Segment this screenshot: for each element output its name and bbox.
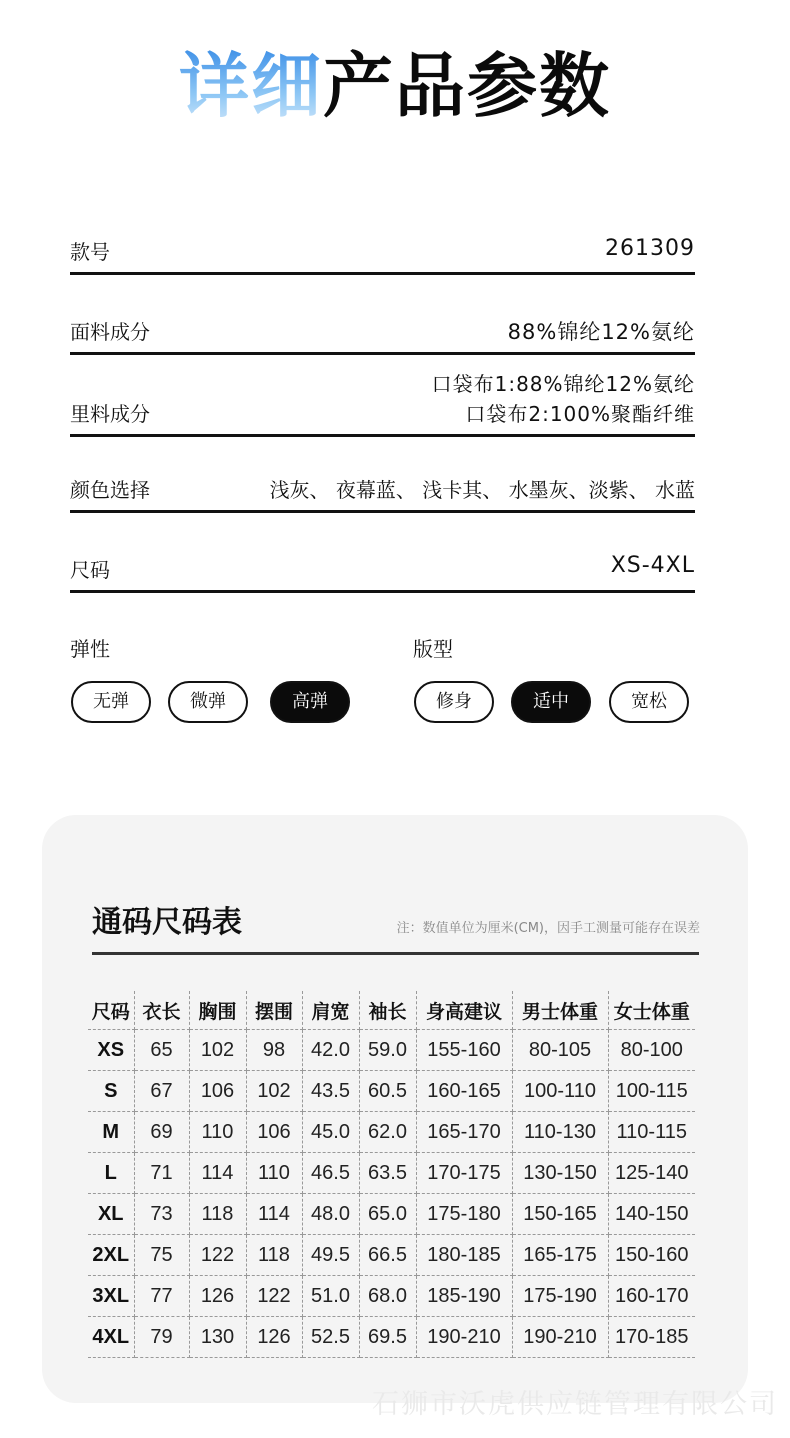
table-row [88,1071,695,1112]
table-cell: 67 [134,1071,189,1112]
table-cell: 43.5 [302,1071,359,1112]
table-row [88,1235,695,1276]
column-header: 胸围 [189,991,246,1030]
table-cell: 180-185 [416,1235,512,1276]
table-cell: 65.0 [359,1194,416,1235]
table-cell: 122 [246,1276,302,1317]
table-cell: 48.0 [302,1194,359,1235]
table-cell: 68.0 [359,1276,416,1317]
table-cell: 110-130 [512,1112,608,1153]
table-cell: 77 [134,1276,189,1317]
table-cell: 126 [246,1317,302,1358]
table-row [88,1276,695,1317]
table-cell: 73 [134,1194,189,1235]
table-cell: 190-210 [416,1317,512,1358]
table-cell: 45.0 [302,1112,359,1153]
spec-row-lining [70,362,695,437]
table-cell: 170-185 [608,1317,695,1358]
table-cell: 100-110 [512,1071,608,1112]
table-cell: 98 [246,1030,302,1071]
elasticity-label: 弹性 [70,637,110,661]
table-cell: 110 [189,1112,246,1153]
column-header: 袖长 [359,991,416,1030]
spec-value-line1: 口袋布1:88%锦纶12%氨纶 [431,372,695,396]
table-cell: 100-115 [608,1071,695,1112]
table-cell: 110 [246,1153,302,1194]
table-cell: 62.0 [359,1112,416,1153]
table-cell: 75 [134,1235,189,1276]
elasticity-option-none[interactable]: 无弹 [71,681,151,723]
table-cell: 71 [134,1153,189,1194]
table-cell: 80-100 [608,1030,695,1071]
table-cell: 46.5 [302,1153,359,1194]
table-cell: 110-115 [608,1112,695,1153]
table-cell: 49.5 [302,1235,359,1276]
spec-label: 款号 [70,240,110,264]
table-cell: 150-165 [512,1194,608,1235]
table-cell: 114 [246,1194,302,1235]
spec-value-line2: 口袋布2:100%聚酯纤维 [465,402,695,426]
spec-row-size [70,546,695,593]
table-cell: 65 [134,1030,189,1071]
size-cell: XL [88,1194,134,1235]
table-cell: 150-160 [608,1235,695,1276]
spec-row-style-no [70,228,695,275]
table-cell: 42.0 [302,1030,359,1071]
spec-row-colors [70,466,695,513]
size-table-header [88,991,695,1030]
table-cell: 80-105 [512,1030,608,1071]
table-cell: 175-180 [416,1194,512,1235]
table-row [88,1194,695,1235]
table-cell: 130 [189,1317,246,1358]
size-cell: S [88,1071,134,1112]
table-cell: 190-210 [512,1317,608,1358]
title-accent: 详细 [179,45,323,127]
table-cell: 122 [189,1235,246,1276]
table-cell: 66.5 [359,1235,416,1276]
table-cell: 155-160 [416,1030,512,1071]
table-cell: 106 [189,1071,246,1112]
table-cell: 125-140 [608,1153,695,1194]
table-cell: 59.0 [359,1030,416,1071]
fit-option-loose[interactable]: 宽松 [609,681,689,723]
size-table [88,991,695,1358]
table-cell: 69 [134,1112,189,1153]
table-cell: 130-150 [512,1153,608,1194]
column-header: 女士体重 [608,991,695,1030]
table-cell: 140-150 [608,1194,695,1235]
table-cell: 69.5 [359,1317,416,1358]
spec-value: XS-4XL [610,553,695,578]
table-row [88,1317,695,1358]
table-cell: 51.0 [302,1276,359,1317]
table-cell: 175-190 [512,1276,608,1317]
column-header: 衣长 [134,991,189,1030]
column-header: 摆围 [246,991,302,1030]
fit-label: 版型 [413,637,453,661]
table-cell: 165-175 [512,1235,608,1276]
table-cell: 185-190 [416,1276,512,1317]
spec-value: 88%锦纶12%氨纶 [507,320,695,344]
size-chart-title: 通码尺码表 [92,905,242,940]
column-header: 尺码 [88,991,134,1030]
size-cell: 4XL [88,1317,134,1358]
size-chart-note: 注：数值单位为厘米(CM)，因手工测量可能存在误差 [396,921,700,936]
table-row [88,1112,695,1153]
column-header: 身高建议 [416,991,512,1030]
size-chart-divider [92,952,699,955]
company-watermark: 石狮市沃虎供应链管理有限公司 [372,1389,778,1420]
elasticity-option-high[interactable]: 高弹 [270,681,350,723]
spec-label: 面料成分 [70,320,150,344]
size-cell: L [88,1153,134,1194]
table-cell: 114 [189,1153,246,1194]
table-row [88,1153,695,1194]
column-header: 肩宽 [302,991,359,1030]
table-cell: 118 [246,1235,302,1276]
table-cell: 102 [189,1030,246,1071]
spec-value: 261309 [605,236,695,261]
column-header: 男士体重 [512,991,608,1030]
spec-label: 里料成分 [70,402,150,426]
spec-label: 颜色选择 [70,478,150,502]
table-cell: 126 [189,1276,246,1317]
size-chart-card [42,815,748,1403]
table-cell: 52.5 [302,1317,359,1358]
table-cell: 118 [189,1194,246,1235]
table-cell: 63.5 [359,1153,416,1194]
table-cell: 60.5 [359,1071,416,1112]
table-cell: 106 [246,1112,302,1153]
spec-label: 尺码 [70,558,110,582]
elasticity-option-slight[interactable]: 微弹 [168,681,248,723]
spec-value: 浅灰、 夜幕蓝、 浅卡其、 水墨灰、淡紫、 水蓝 [269,478,695,502]
size-cell: XS [88,1030,134,1071]
table-cell: 160-170 [608,1276,695,1317]
size-cell: 2XL [88,1235,134,1276]
fit-option-regular[interactable]: 适中 [511,681,591,723]
spec-row-fabric [70,308,695,355]
page-title [0,44,790,128]
table-cell: 165-170 [416,1112,512,1153]
fit-option-slim[interactable]: 修身 [414,681,494,723]
table-row [88,1030,695,1071]
size-cell: 3XL [88,1276,134,1317]
table-cell: 170-175 [416,1153,512,1194]
table-cell: 160-165 [416,1071,512,1112]
table-cell: 102 [246,1071,302,1112]
table-cell: 79 [134,1317,189,1358]
size-cell: M [88,1112,134,1153]
title-main: 产品参数 [323,45,611,127]
